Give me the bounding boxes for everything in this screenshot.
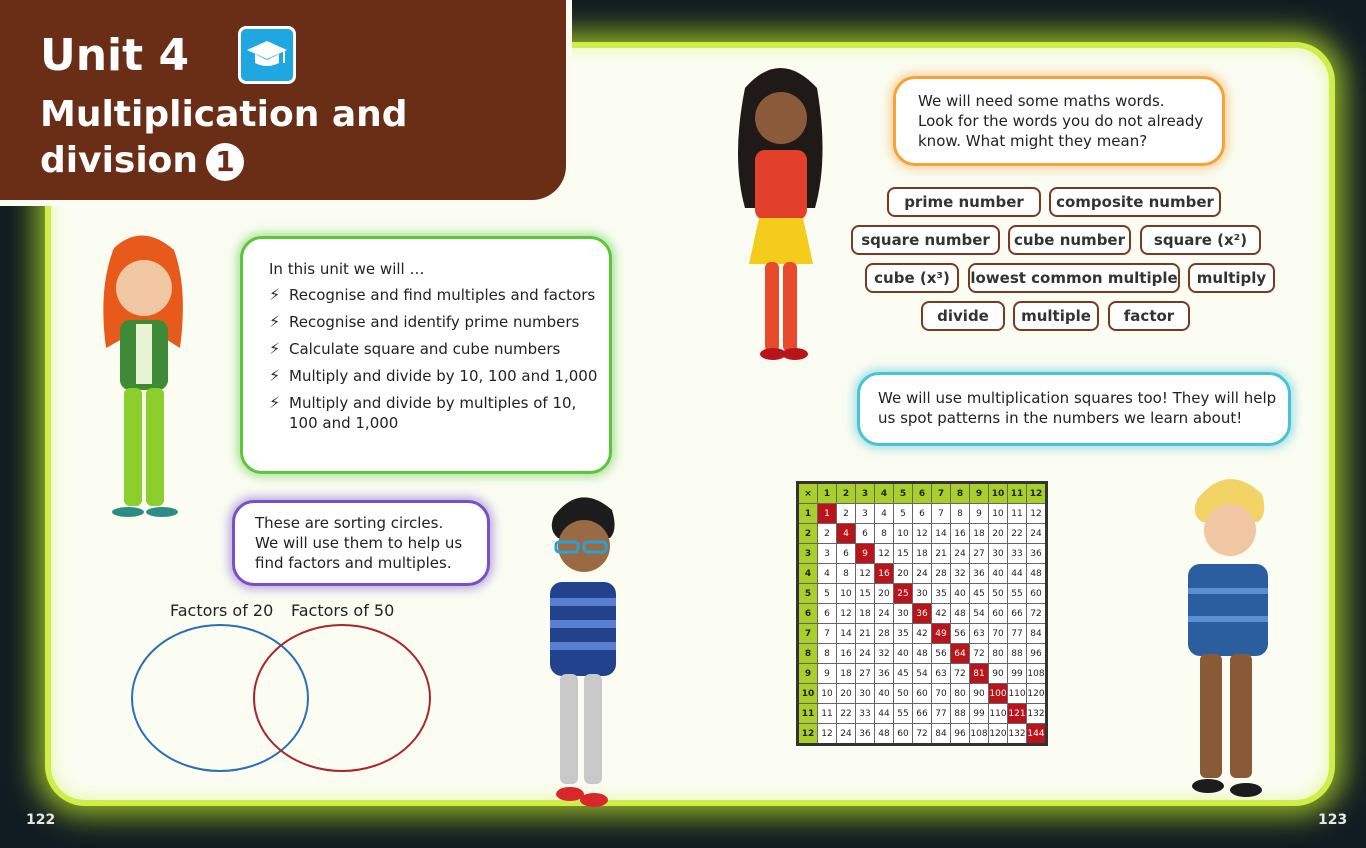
product-cell: 12: [913, 524, 932, 544]
goal-text: Calculate square and cube numbers: [289, 340, 561, 358]
girl-character-right: [725, 58, 835, 364]
product-cell: 12: [818, 724, 837, 745]
product-cell: 132: [1027, 704, 1047, 724]
product-cell: 9: [818, 664, 837, 684]
product-cell: 12: [856, 564, 875, 584]
product-cell: 42: [932, 604, 951, 624]
product-cell: 32: [875, 644, 894, 664]
product-cell: 50: [894, 684, 913, 704]
word-chip: composite number: [1049, 187, 1221, 217]
goal-text: Multiply and divide by multiples of 10, 100 and 1,000: [289, 394, 577, 432]
table-row: [798, 624, 1047, 644]
product-cell: 99: [1008, 664, 1027, 684]
table-row: [798, 684, 1047, 704]
product-cell: 6: [818, 604, 837, 624]
subtitle-line1: Multiplication and: [40, 94, 408, 135]
product-cell: 9: [970, 504, 989, 524]
product-cell: 30: [894, 604, 913, 624]
word-chip: multiply: [1188, 263, 1275, 293]
word-chip: divide: [921, 301, 1005, 331]
bubble-line: know. What might they mean?: [918, 132, 1148, 150]
product-cell: 7: [932, 504, 951, 524]
product-cell: 70: [989, 624, 1008, 644]
list-item: [269, 393, 599, 433]
goal-text: Recognise and identify prime numbers: [289, 313, 580, 331]
product-cell: 4: [875, 504, 894, 524]
venn-diagram: [128, 622, 434, 778]
square-number-cell: 36: [913, 604, 932, 624]
product-cell: 42: [913, 624, 932, 644]
venn-right-circle: [254, 625, 430, 771]
product-cell: 54: [970, 604, 989, 624]
product-cell: 18: [970, 524, 989, 544]
product-cell: 12: [1027, 504, 1047, 524]
product-cell: 80: [951, 684, 970, 704]
maths-words-text: [918, 91, 1218, 151]
product-cell: 66: [1008, 604, 1027, 624]
product-cell: 21: [932, 544, 951, 564]
square-number-cell: 49: [932, 624, 951, 644]
product-cell: 44: [875, 704, 894, 724]
product-cell: 32: [951, 564, 970, 584]
product-cell: 20: [875, 584, 894, 604]
table-row: [798, 564, 1047, 584]
word-chip: square number: [851, 225, 1000, 255]
square-number-cell: 16: [875, 564, 894, 584]
bubble-line: We will need some maths words.: [918, 92, 1165, 110]
product-cell: 55: [894, 704, 913, 724]
lightning-bolt-icon: ⚡: [269, 393, 281, 412]
product-cell: 70: [932, 684, 951, 704]
corner-cell: ×: [798, 483, 818, 504]
row-header: 7: [798, 624, 818, 644]
product-cell: 15: [856, 584, 875, 604]
product-cell: 24: [837, 724, 856, 745]
product-cell: 5: [894, 504, 913, 524]
product-cell: 28: [932, 564, 951, 584]
product-cell: 36: [970, 564, 989, 584]
product-cell: 35: [932, 584, 951, 604]
unit-goals-bubble: [240, 236, 612, 474]
product-cell: 55: [1008, 584, 1027, 604]
square-number-cell: 81: [970, 664, 989, 684]
product-cell: 90: [970, 684, 989, 704]
unit-subtitle: [40, 92, 460, 184]
row-header: 5: [798, 584, 818, 604]
column-header: 2: [837, 483, 856, 504]
sorting-circles-text: [255, 513, 485, 573]
product-cell: 35: [894, 624, 913, 644]
product-cell: 110: [989, 704, 1008, 724]
table-row: [798, 584, 1047, 604]
subtitle-line2: division: [40, 140, 199, 181]
product-cell: 20: [894, 564, 913, 584]
venn-right-label: Factors of 50: [291, 601, 395, 620]
product-cell: 45: [970, 584, 989, 604]
lightning-bolt-icon: ⚡: [269, 312, 281, 331]
table-row: [798, 544, 1047, 564]
product-cell: 22: [1008, 524, 1027, 544]
product-cell: 30: [913, 584, 932, 604]
list-item: [269, 312, 599, 332]
unit-title: Unit 4: [40, 30, 190, 81]
row-header: 2: [798, 524, 818, 544]
list-item: [269, 339, 599, 359]
product-cell: 2: [818, 524, 837, 544]
girl-character-left: [84, 228, 204, 520]
product-cell: 16: [951, 524, 970, 544]
product-cell: 36: [856, 724, 875, 745]
product-cell: 18: [837, 664, 856, 684]
list-item: [269, 285, 599, 305]
multiplication-square: [796, 481, 1048, 746]
product-cell: 77: [1008, 624, 1027, 644]
product-cell: 84: [932, 724, 951, 745]
boy-character-right: [1178, 468, 1278, 804]
table-row: [798, 604, 1047, 624]
product-cell: 33: [1008, 544, 1027, 564]
square-number-cell: 9: [856, 544, 875, 564]
product-cell: 10: [837, 584, 856, 604]
product-cell: 60: [913, 684, 932, 704]
row-header: 11: [798, 704, 818, 724]
word-chip: prime number: [887, 187, 1041, 217]
product-cell: 3: [856, 504, 875, 524]
unit-goals-list: [269, 285, 599, 440]
column-header: 10: [989, 483, 1008, 504]
column-header: 3: [856, 483, 875, 504]
multiplication-squares-text: [878, 388, 1278, 428]
product-cell: 48: [875, 724, 894, 745]
row-header: 3: [798, 544, 818, 564]
table-row: [798, 644, 1047, 664]
table-row: [798, 524, 1047, 544]
product-cell: 10: [894, 524, 913, 544]
product-cell: 8: [875, 524, 894, 544]
bubble-line: We will use multiplication squares too! They will help: [878, 389, 1277, 407]
product-cell: 40: [989, 564, 1008, 584]
product-cell: 54: [913, 664, 932, 684]
product-cell: 10: [989, 504, 1008, 524]
product-cell: 110: [1008, 684, 1027, 704]
column-header: 7: [932, 483, 951, 504]
product-cell: 7: [818, 624, 837, 644]
product-cell: 108: [1027, 664, 1047, 684]
product-cell: 45: [894, 664, 913, 684]
product-cell: 30: [856, 684, 875, 704]
product-cell: 40: [875, 684, 894, 704]
product-cell: 36: [1027, 544, 1047, 564]
product-cell: 24: [951, 544, 970, 564]
product-cell: 20: [989, 524, 1008, 544]
product-cell: 8: [837, 564, 856, 584]
goal-text: Recognise and find multiples and factors: [289, 286, 596, 304]
column-header: 6: [913, 483, 932, 504]
word-chip: lowest common multiple: [968, 263, 1180, 293]
venn-left-label: Factors of 20: [170, 601, 274, 620]
product-cell: 24: [856, 644, 875, 664]
product-cell: 48: [913, 644, 932, 664]
word-chip: multiple: [1013, 301, 1099, 331]
product-cell: 11: [1008, 504, 1027, 524]
product-cell: 11: [818, 704, 837, 724]
table-row: [798, 724, 1047, 745]
venn-left-circle: [132, 625, 308, 771]
product-cell: 96: [951, 724, 970, 745]
product-cell: 22: [837, 704, 856, 724]
square-number-cell: 1: [818, 504, 837, 524]
bubble-line: Look for the words you do not already: [918, 112, 1204, 130]
product-cell: 60: [1027, 584, 1047, 604]
unit-goals-intro: In this unit we will …: [269, 260, 425, 278]
product-cell: 21: [856, 624, 875, 644]
product-cell: 5: [818, 584, 837, 604]
product-cell: 12: [837, 604, 856, 624]
sorting-circles-bubble: [232, 500, 490, 586]
bubble-line: find factors and multiples.: [255, 554, 452, 572]
table-row: [798, 664, 1047, 684]
product-cell: 56: [932, 644, 951, 664]
table-row: [798, 504, 1047, 524]
word-chip: square (x²): [1140, 225, 1261, 255]
goal-text: Multiply and divide by 10, 100 and 1,000: [289, 367, 598, 385]
product-cell: 77: [932, 704, 951, 724]
bubble-line: us spot patterns in the numbers we learn about!: [878, 409, 1243, 427]
column-header: 12: [1027, 483, 1047, 504]
page-number-left: 122: [26, 812, 56, 828]
column-header: 9: [970, 483, 989, 504]
product-cell: 63: [970, 624, 989, 644]
product-cell: 18: [856, 604, 875, 624]
product-cell: 28: [875, 624, 894, 644]
row-header: 9: [798, 664, 818, 684]
product-cell: 108: [970, 724, 989, 745]
table-row: [798, 704, 1047, 724]
word-chip: cube (x³): [865, 263, 959, 293]
square-number-cell: 4: [837, 524, 856, 544]
product-cell: 6: [913, 504, 932, 524]
product-cell: 50: [989, 584, 1008, 604]
row-header: 12: [798, 724, 818, 745]
product-cell: 10: [818, 684, 837, 704]
product-cell: 96: [1027, 644, 1047, 664]
column-header: 5: [894, 483, 913, 504]
product-cell: 120: [1027, 684, 1047, 704]
part-number-badge: 1: [206, 143, 244, 181]
column-header: 1: [818, 483, 837, 504]
row-header: 6: [798, 604, 818, 624]
title-panel: [0, 0, 572, 206]
product-cell: 44: [1008, 564, 1027, 584]
product-cell: 24: [875, 604, 894, 624]
product-cell: 3: [818, 544, 837, 564]
square-number-cell: 121: [1008, 704, 1027, 724]
header-row: [798, 483, 1047, 504]
product-cell: 48: [951, 604, 970, 624]
product-cell: 72: [970, 644, 989, 664]
square-number-cell: 100: [989, 684, 1008, 704]
boy-character-center: [532, 486, 632, 812]
product-cell: 14: [837, 624, 856, 644]
bubble-line: We will use them to help us: [255, 534, 463, 552]
product-cell: 12: [875, 544, 894, 564]
product-cell: 6: [837, 544, 856, 564]
product-cell: 60: [894, 724, 913, 745]
multiplication-squares-bubble: [857, 372, 1291, 446]
product-cell: 120: [989, 724, 1008, 745]
product-cell: 18: [913, 544, 932, 564]
lightning-bolt-icon: ⚡: [269, 366, 281, 385]
product-cell: 60: [989, 604, 1008, 624]
product-cell: 20: [837, 684, 856, 704]
bubble-line: These are sorting circles.: [255, 514, 444, 532]
row-header: 4: [798, 564, 818, 584]
word-chip: cube number: [1008, 225, 1131, 255]
product-cell: 40: [951, 584, 970, 604]
product-cell: 90: [989, 664, 1008, 684]
square-number-cell: 25: [894, 584, 913, 604]
product-cell: 72: [1027, 604, 1047, 624]
row-header: 8: [798, 644, 818, 664]
product-cell: 30: [989, 544, 1008, 564]
product-cell: 24: [1027, 524, 1047, 544]
product-cell: 88: [951, 704, 970, 724]
product-cell: 33: [856, 704, 875, 724]
product-cell: 66: [913, 704, 932, 724]
product-cell: 56: [951, 624, 970, 644]
word-chip: factor: [1108, 301, 1190, 331]
product-cell: 36: [875, 664, 894, 684]
product-cell: 8: [818, 644, 837, 664]
product-cell: 40: [894, 644, 913, 664]
product-cell: 14: [932, 524, 951, 544]
product-cell: 15: [894, 544, 913, 564]
product-cell: 72: [913, 724, 932, 745]
product-cell: 2: [837, 504, 856, 524]
graduation-cap-icon: [238, 26, 296, 84]
product-cell: 8: [951, 504, 970, 524]
product-cell: 99: [970, 704, 989, 724]
column-header: 11: [1008, 483, 1027, 504]
lightning-bolt-icon: ⚡: [269, 339, 281, 358]
product-cell: 16: [837, 644, 856, 664]
product-cell: 4: [818, 564, 837, 584]
product-cell: 72: [951, 664, 970, 684]
square-number-cell: 144: [1027, 724, 1047, 745]
product-cell: 27: [856, 664, 875, 684]
product-cell: 132: [1008, 724, 1027, 745]
row-header: 10: [798, 684, 818, 704]
product-cell: 80: [989, 644, 1008, 664]
product-cell: 48: [1027, 564, 1047, 584]
square-number-cell: 64: [951, 644, 970, 664]
page-number-right: 123: [1318, 812, 1348, 828]
product-cell: 24: [913, 564, 932, 584]
product-cell: 84: [1027, 624, 1047, 644]
product-cell: 63: [932, 664, 951, 684]
row-header: 1: [798, 504, 818, 524]
product-cell: 27: [970, 544, 989, 564]
product-cell: 6: [856, 524, 875, 544]
lightning-bolt-icon: ⚡: [269, 285, 281, 304]
column-header: 4: [875, 483, 894, 504]
list-item: [269, 366, 599, 386]
column-header: 8: [951, 483, 970, 504]
product-cell: 88: [1008, 644, 1027, 664]
maths-words-bubble: [893, 76, 1225, 166]
